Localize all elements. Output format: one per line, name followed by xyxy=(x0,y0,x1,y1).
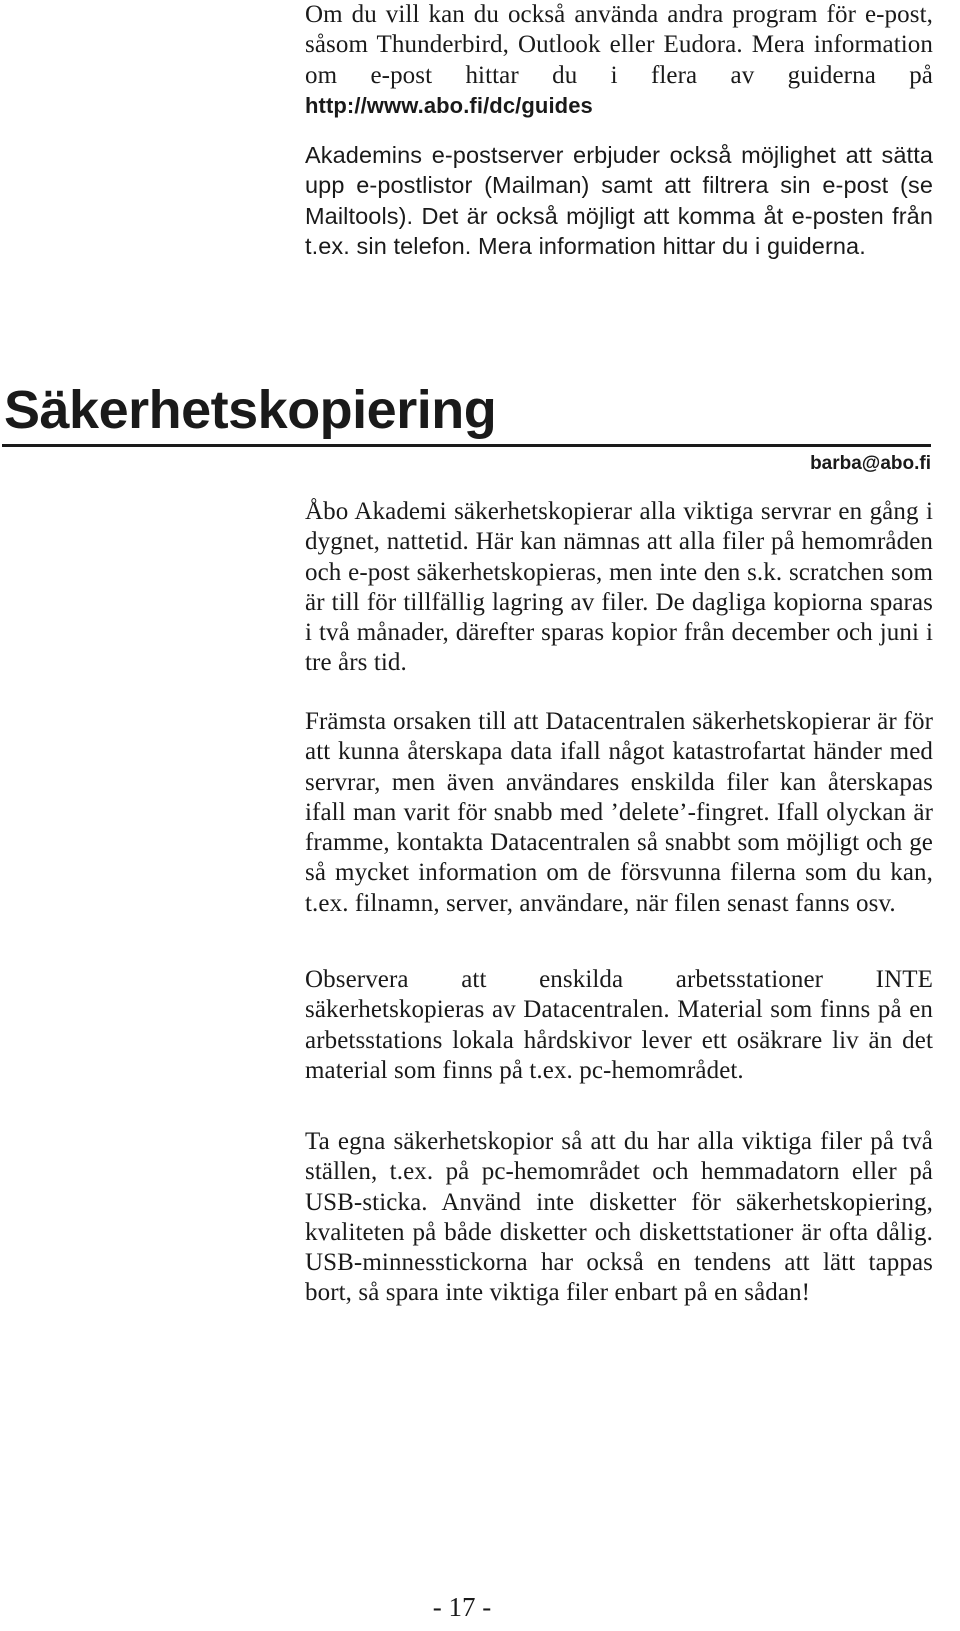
page-number xyxy=(0,1591,960,1623)
intro-paragraph-email-programs xyxy=(305,0,933,121)
body-paragraph-backup-schedule: Åbo Akademi säkerhetskopierar alla viktiga servrar en gång i dygnet, nattetid. Här kan nämnas att alla filer på hemområden och e-post säkerhetskopieras, men inte den s.k. scratchen som är till för tillfällig lagring av filer. De dagliga kopiorna sparas i två månader, därefter sparas kopior från december och juni i tre års tid. xyxy=(305,498,933,677)
body-paragraph-4-wrap xyxy=(305,1127,933,1309)
body-paragraph-2-wrap xyxy=(305,707,933,919)
page-number-text: - 17 - xyxy=(432,1592,492,1622)
body-paragraph-backup-reason: Främsta orsaken till att Datacentralen säkerhetskopierar är för att kunna återskapa data ifall något katastrofartat händer med servrar, men även användares enskilda filer kan återskapas ifall man varit för snabb med ’delete’-fingret. Ifall olyckan är framme, kontakta Datacentralen så snabbt som möjligt och ge så mycket information om de försvunna filerna som du kan, t.ex. filnamn, server, användare, när filen senast fanns osv. xyxy=(305,708,933,917)
intro-paragraph-mailman: Akademins e-postserver erbjuder också möjlighet att sätta upp e-postlistor (Mailman) samt att filtrera sin e-post (se Mailtools). Det är också möjligt att komma åt e-posten från t.ex. sin telefon. Mera information hittar du i guiderna. xyxy=(305,142,933,259)
body-paragraph-workstations: Observera att enskilda arbetsstationer INTE säkerhetskopieras av Datacentralen. Material som finns på en arbetsstations lokala hårdskivor lever ett osäkrare liv än det material som finns på t.ex. pc-hemområdet. xyxy=(305,966,933,1084)
intro-section xyxy=(305,0,933,121)
guides-link[interactable]: http://www.abo.fi/dc/guides xyxy=(305,92,593,118)
intro-section-2 xyxy=(305,140,933,261)
author-email: barba@abo.fi xyxy=(810,453,931,474)
intro-paragraph-email-programs-text: Om du vill kan du också använda andra program för e-post, såsom Thunderbird, Outlook eller Eudora. Mera information om e-post hittar du i flera av guiderna på xyxy=(305,1,933,89)
section-heading: Säkerhetskopiering xyxy=(4,380,497,440)
body-paragraph-3-wrap xyxy=(305,965,933,1086)
heading-rule xyxy=(2,444,931,447)
body-paragraph-own-backups: Ta egna säkerhetskopior så att du har alla viktiga filer på två ställen, t.ex. på pc-hemområdet och hemmadatorn eller på USB-sticka. Använd inte disketter för säkerhetskopiering, kvaliteten på både disketter och diskettstationer är ofta dålig. USB-minnesstickorna har också en tendens att lätt tappas bort, så spara inte viktiga filer enbart på en sådan! xyxy=(305,1128,933,1307)
body-paragraph-1-wrap xyxy=(305,497,933,679)
